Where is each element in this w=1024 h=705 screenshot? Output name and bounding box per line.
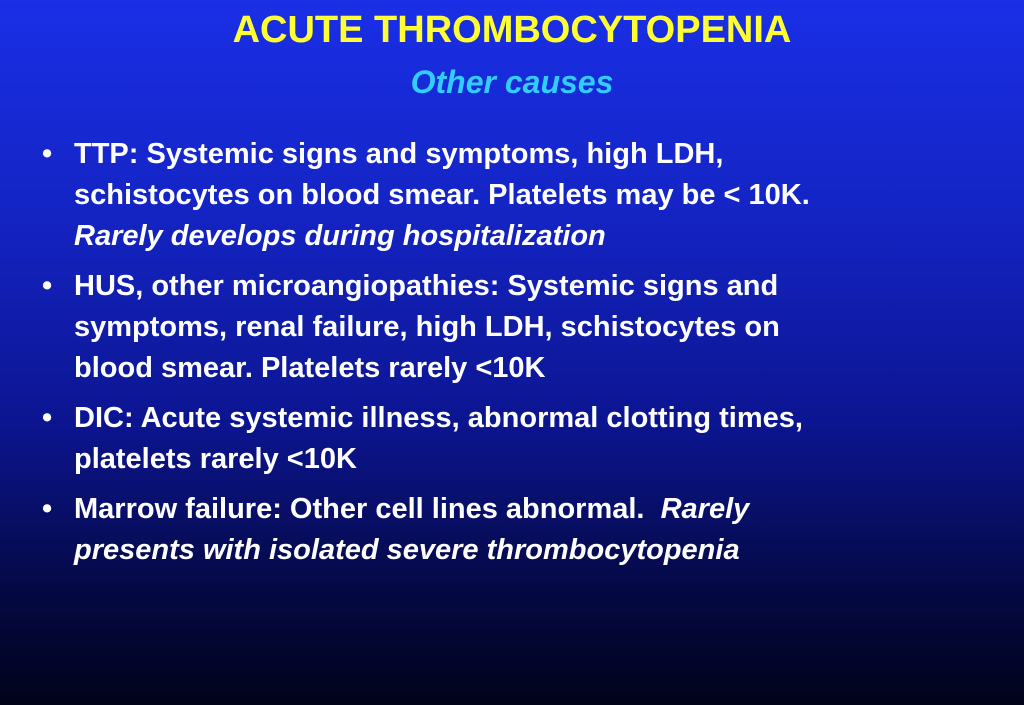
bullet-marrow-italic1: Rarely [660, 493, 750, 525]
bullet-marker: • [42, 138, 53, 170]
bullet-hus-line1: HUS, other microangiopathies: Systemic signs and [74, 270, 779, 302]
bullet-marrow-text: Marrow failure: Other cell lines abnormal. [74, 493, 661, 525]
bullet-hus-line3: blood smear. Platelets rarely <10K [74, 352, 546, 384]
bullet-ttp [40, 134, 1000, 257]
bullet-hus-line2: symptoms, renal failure, high LDH, schistocytes on [74, 311, 780, 343]
bullet-marker: • [42, 402, 53, 434]
bullet-marrow-italic2: presents with isolated severe thrombocytopenia [74, 534, 740, 566]
bullet-marrow-line1 [74, 489, 1000, 530]
bullet-marrow [40, 489, 1000, 571]
bullet-list [40, 134, 1000, 580]
slide-title: ACUTE THROMBOCYTOPENIA [232, 9, 792, 51]
bullet-ttp-line1: TTP: Systemic signs and symptoms, high LDH, [74, 138, 724, 170]
bullet-marker: • [42, 270, 53, 302]
slide-subtitle: Other causes [410, 64, 614, 100]
bullet-ttp-line2: schistocytes on blood smear. Platelets may be < 10K. [74, 179, 810, 211]
bullet-marker: • [42, 493, 53, 525]
bullet-hus [40, 266, 1000, 389]
bullet-ttp-italic: Rarely develops during hospitalization [74, 220, 606, 252]
bullet-dic [40, 398, 1000, 480]
bullet-dic-line2: platelets rarely <10K [74, 443, 357, 475]
bullet-dic-line1: DIC: Acute systemic illness, abnormal clotting times, [74, 402, 803, 434]
